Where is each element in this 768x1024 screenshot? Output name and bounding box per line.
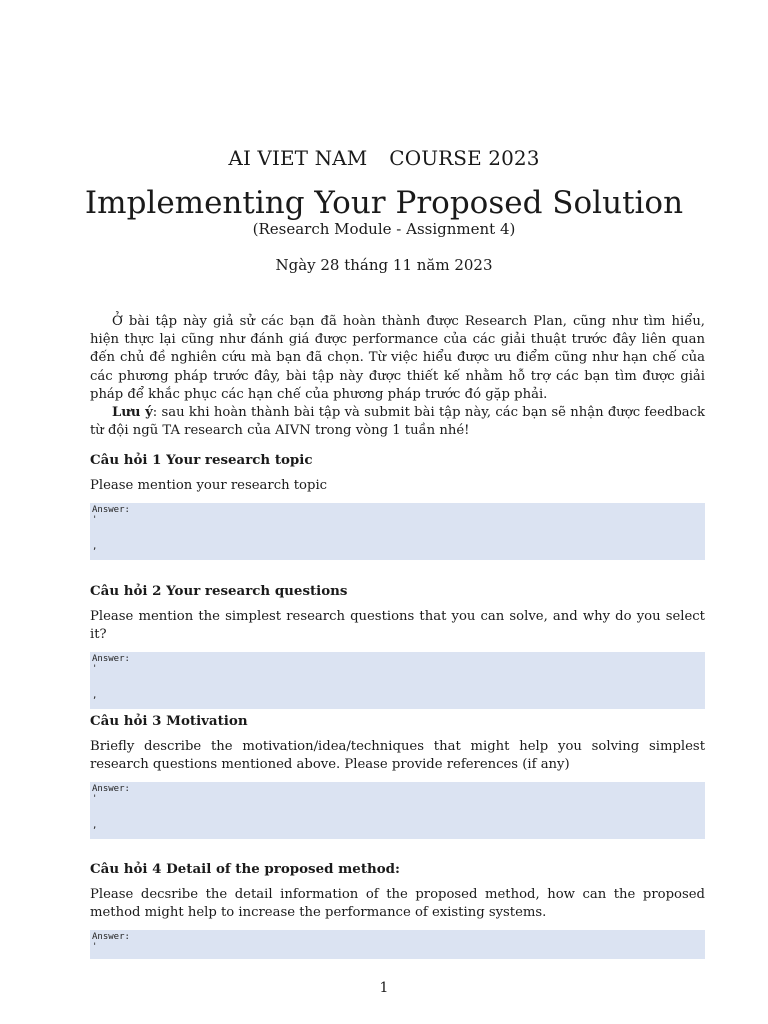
answer-close-mark: , <box>92 542 98 553</box>
answer-field[interactable] <box>90 652 705 709</box>
intro-section <box>90 313 705 440</box>
course-header <box>0 146 768 170</box>
document-date: Ngày 28 tháng 11 năm 2023 <box>275 256 493 274</box>
question-3 <box>90 712 705 839</box>
answer-label: Answer: <box>92 505 130 516</box>
answer-field[interactable] <box>90 930 705 959</box>
note-text: : sau khi hoàn thành bài tập và submit bài tập này, các bạn sẽ nhận được feedback từ đội ngũ TA research của AIVN trong vòng 1 tuần nhé! <box>90 405 705 439</box>
answer-close-mark: , <box>92 691 98 702</box>
question-2 <box>90 582 705 709</box>
question-heading: Câu hỏi 1 Your research topic <box>90 452 313 468</box>
page-number: 1 <box>379 980 389 996</box>
answer-label: Answer: <box>92 784 130 795</box>
answer-open-mark: ' <box>92 664 98 675</box>
question-heading: Câu hỏi 2 Your research questions <box>90 583 348 599</box>
intro-paragraph: Ở bài tập này giả sử các bạn đã hoàn thành được Research Plan, cũng như tìm hiểu, hiện thực lại cũng như đánh giá được performance của các giải thuật trước đây liên quan đến chủ đề nghiên cứu mà bạn đã chọn. Từ việc hiểu được ưu điểm cũng như hạn chế của các phương pháp trước đây, bài tập này được thiết kế nhằm hỗ trợ các bạn tìm được giải pháp để khắc phục các hạn chế của phương pháp trước đó gặp phải. <box>90 314 705 402</box>
question-prompt: Briefly describe the motivation/idea/techniques that might help you solving simplest research questions mentioned above. Please provide references (if any) <box>90 739 705 773</box>
org-name: AI VIET NAM <box>228 146 368 170</box>
answer-open-mark: ' <box>92 794 98 805</box>
answer-label: Answer: <box>92 654 130 665</box>
question-1 <box>90 451 705 560</box>
answer-open-mark: ' <box>92 942 98 953</box>
question-prompt: Please mention the simplest research questions that you can solve, and why do you select it? <box>90 609 705 643</box>
document-subtitle: (Research Module - Assignment 4) <box>252 220 516 238</box>
answer-close-mark: , <box>92 821 98 832</box>
intro-note <box>90 404 705 440</box>
course-name: COURSE 2023 <box>389 146 540 170</box>
question-heading: Câu hỏi 4 Detail of the proposed method: <box>90 861 400 877</box>
document-title: Implementing Your Proposed Solution <box>84 185 684 221</box>
answer-field[interactable] <box>90 782 705 839</box>
answer-label: Answer: <box>92 932 130 943</box>
question-prompt: Please decsribe the detail information of the proposed method, how can the proposed method might help to increase the performance of existing systems. <box>90 887 705 921</box>
question-prompt: Please mention your research topic <box>90 478 328 493</box>
answer-field[interactable] <box>90 503 705 560</box>
note-label: Lưu ý <box>112 405 153 421</box>
question-4 <box>90 860 705 959</box>
question-heading: Câu hỏi 3 Motivation <box>90 713 248 729</box>
answer-open-mark: ' <box>92 515 98 526</box>
